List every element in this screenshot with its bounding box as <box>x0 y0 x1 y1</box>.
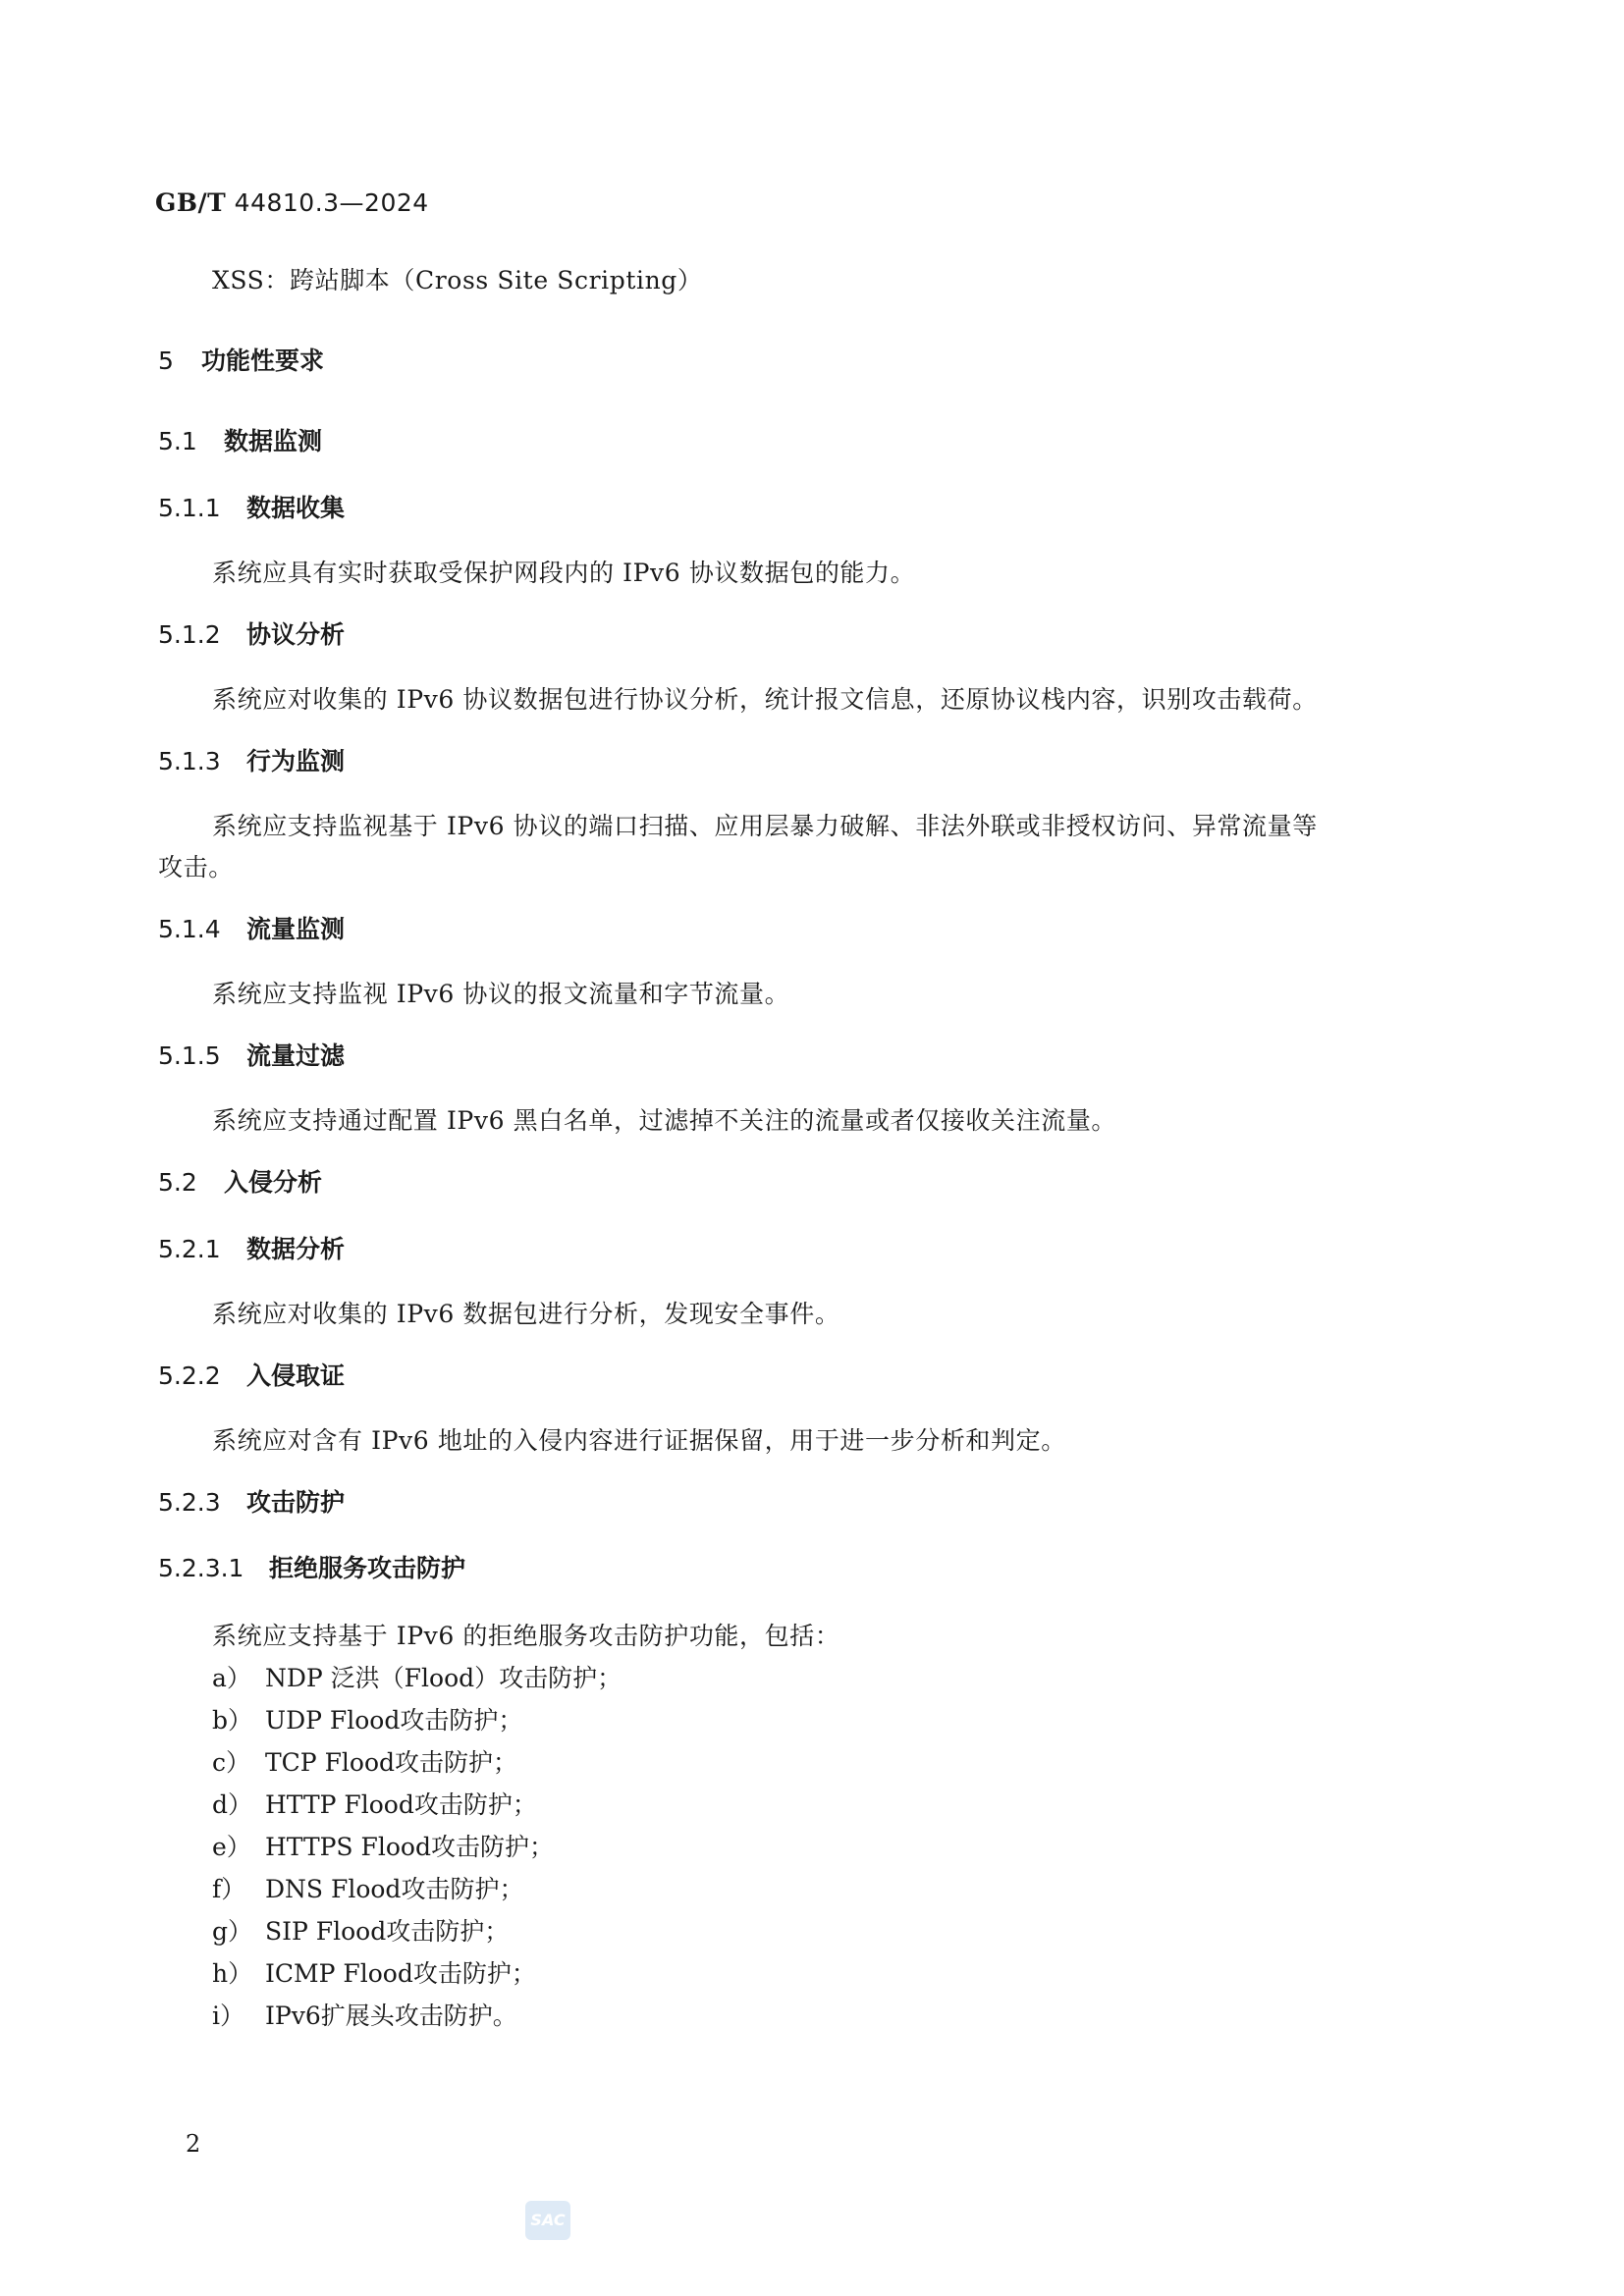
list-text: ICMP Flood攻击防护； <box>265 1959 536 1988</box>
section-title: 数据监测 <box>224 427 323 455</box>
list-item <box>212 1701 522 1736</box>
list-item <box>212 1954 536 1990</box>
list-text: UDP Flood攻击防护； <box>265 1706 523 1735</box>
list-text: SIP Flood攻击防护； <box>265 1917 510 1946</box>
sac-watermark-logo: SAC <box>525 2201 570 2240</box>
list-text: IPv6扩展头攻击防护。 <box>265 2002 517 2030</box>
section-title: 入侵取证 <box>246 1362 346 1390</box>
section-5-2-1-body: 系统应对收集的 IPv6 数据包进行分析，发现安全事件。 <box>212 1300 840 1328</box>
page-number: 2 <box>186 2130 201 2158</box>
section-number: 5.2.3 <box>158 1488 221 1517</box>
abbreviation-xss: XSS：跨站脚本（Cross Site Scripting） <box>212 266 703 294</box>
list-marker: a） <box>212 1664 251 1692</box>
section-title: 攻击防护 <box>246 1488 346 1517</box>
list-text: DNS Flood攻击防护； <box>265 1875 524 1903</box>
section-5-heading <box>158 342 324 377</box>
section-5-2-3-1-intro: 系统应支持基于 IPv6 的拒绝服务攻击防护功能，包括： <box>212 1622 840 1650</box>
section-title: 功能性要求 <box>201 347 325 375</box>
section-5-2-2-body: 系统应对含有 IPv6 地址的入侵内容进行证据保留，用于进一步分析和判定。 <box>212 1426 1066 1455</box>
section-number: 5.2 <box>158 1168 197 1197</box>
section-5-1-3-heading <box>158 742 345 777</box>
section-title: 数据收集 <box>246 494 346 522</box>
section-title: 数据分析 <box>246 1235 346 1263</box>
list-text: HTTPS Flood攻击防护； <box>265 1833 554 1861</box>
section-5-1-4-body: 系统应支持监视 IPv6 协议的报文流量和字节流量。 <box>212 980 790 1008</box>
standard-prefix: GB/T <box>155 188 227 217</box>
list-item <box>212 1659 622 1694</box>
list-text: HTTP Flood攻击防护； <box>265 1790 537 1819</box>
standard-number: 44810.3—2024 <box>234 188 429 217</box>
section-number: 5.2.1 <box>158 1235 221 1263</box>
list-marker: c） <box>212 1748 251 1777</box>
section-5-2-1-heading <box>158 1230 345 1265</box>
section-5-1-1-body: 系统应具有实时获取受保护网段内的 IPv6 协议数据包的能力。 <box>212 559 916 587</box>
section-5-1-5-body: 系统应支持通过配置 IPv6 黑白名单，过滤掉不关注的流量或者仅接收关注流量。 <box>212 1106 1117 1135</box>
section-title: 协议分析 <box>246 620 346 649</box>
list-marker: h） <box>212 1959 253 1988</box>
section-5-1-5-heading <box>158 1037 345 1072</box>
list-marker: g） <box>212 1917 253 1946</box>
list-item <box>212 1997 517 2032</box>
section-5-2-heading <box>158 1163 322 1199</box>
section-5-2-2-heading <box>158 1357 345 1392</box>
list-marker: d） <box>212 1790 253 1819</box>
section-number: 5.2.2 <box>158 1362 221 1390</box>
section-title: 拒绝服务攻击防护 <box>269 1554 466 1582</box>
list-text: TCP Flood攻击防护； <box>265 1748 518 1777</box>
list-text: NDP 泛洪（Flood）攻击防护； <box>265 1664 623 1692</box>
section-title: 行为监测 <box>246 747 346 775</box>
section-title: 入侵分析 <box>224 1168 323 1197</box>
section-5-1-2-body: 系统应对收集的 IPv6 协议数据包进行协议分析，统计报文信息，还原协议栈内容，识别攻击载荷。 <box>212 685 1318 714</box>
section-5-1-2-heading <box>158 615 345 651</box>
section-number: 5.1.4 <box>158 915 221 943</box>
section-number: 5 <box>158 347 174 375</box>
list-item <box>212 1912 509 1948</box>
section-5-2-3-1-heading <box>158 1549 465 1584</box>
section-5-1-heading <box>158 422 322 457</box>
list-marker: b） <box>212 1706 253 1735</box>
section-number: 5.1.3 <box>158 747 221 775</box>
section-number: 5.1.5 <box>158 1041 221 1070</box>
section-5-1-3-body-line1: 系统应支持监视基于 IPv6 协议的端口扫描、应用层暴力破解、非法外联或非授权访问、异常流量等 <box>212 812 1318 840</box>
section-number: 5.1 <box>158 427 197 455</box>
list-marker: f） <box>212 1875 246 1903</box>
section-title: 流量监测 <box>246 915 346 943</box>
section-number: 5.2.3.1 <box>158 1554 244 1582</box>
section-number: 5.1.1 <box>158 494 221 522</box>
list-item <box>212 1870 523 1905</box>
section-5-1-4-heading <box>158 910 345 945</box>
section-5-2-3-heading <box>158 1483 345 1519</box>
list-item <box>212 1828 554 1863</box>
section-title: 流量过滤 <box>246 1041 346 1070</box>
standard-header <box>155 188 429 217</box>
section-5-1-3-body-line2: 攻击。 <box>158 853 234 881</box>
section-number: 5.1.2 <box>158 620 221 649</box>
list-marker: e） <box>212 1833 251 1861</box>
section-5-1-1-heading <box>158 489 345 524</box>
list-marker: i） <box>212 2002 244 2030</box>
list-item <box>212 1743 517 1779</box>
list-item <box>212 1786 537 1821</box>
